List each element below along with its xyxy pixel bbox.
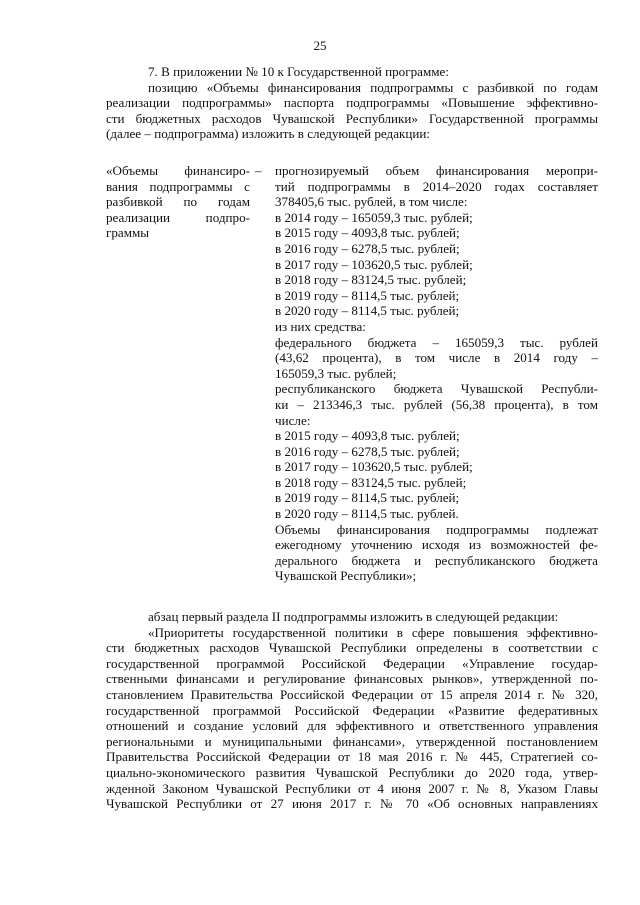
label-line: вания подпрограммы с — [106, 178, 250, 194]
intro-line: 7. В приложении № 10 к Государственной программе: — [148, 64, 449, 79]
body-line: циально-экономического развития Чувашской Республики до 2020 года, утвер- — [106, 764, 598, 780]
value-line: ки – 213346,3 тыс. рублей (56,38 процента), в том — [275, 396, 598, 412]
intro-line: (далее – подпрограмма) изложить в следующей редакции: — [106, 126, 431, 142]
value-line: 378405,6 тыс. рублей, в том числе: — [275, 194, 468, 210]
body-line: региональными и муниципальными финансами», утвержденной постановлением — [106, 733, 598, 749]
body-line: абзац первый раздела II подпрограммы изложить в следующей редакции: — [148, 609, 559, 624]
value-line: в 2017 году – 103620,5 тыс. рублей; — [275, 459, 473, 475]
value-line: в 2018 году – 83124,5 тыс. рублей; — [275, 272, 467, 288]
intro-paragraph — [106, 64, 598, 142]
body-line: становлением Правительства Российской Федерации от 15 апреля 2014 г. № 320, — [106, 686, 598, 702]
value-line: в 2016 году – 6278,5 тыс. рублей; — [275, 240, 460, 256]
value-line: в 2018 году – 83124,5 тыс. рублей; — [275, 474, 467, 490]
body-line: ственными финансами и регулирование финансовых рынков», утвержденной по- — [106, 671, 598, 687]
value-line: в 2016 году – 6278,5 тыс. рублей; — [275, 443, 460, 459]
label-line: «Объемы финансиро- — [106, 163, 250, 178]
passport-label-cell — [106, 163, 250, 241]
value-line: 165059,3 тыс. рублей; — [275, 365, 397, 381]
value-line: (43,62 процента), в том числе в 2014 году – — [275, 350, 598, 366]
body-line: Чувашской Республики от 27 июня 2017 г. № 70 «Об основных направлениях — [106, 796, 598, 812]
body-line: Правительства Российской Федерации от 18 мая 2016 г. № 445, Стратегией со- — [106, 749, 598, 765]
body-line: государственной программой Российской Федерации «Управление государ- — [106, 655, 598, 671]
passport-dash: – — [255, 163, 262, 178]
page-number: 25 — [313, 38, 327, 53]
value-line: в 2015 году – 4093,8 тыс. рублей; — [275, 225, 460, 241]
value-line: в 2019 году – 8114,5 тыс. рублей; — [275, 287, 460, 303]
value-line: прогнозируемый объем финансирования меропри- — [275, 163, 598, 178]
passport-value-cell — [275, 163, 598, 584]
intro-line: позицию «Объемы финансирования подпрограммы с разбивкой по годам — [148, 79, 598, 95]
label-line: граммы — [106, 225, 150, 241]
body-line: «Приоритеты государственной политики в сфере повышения эффективно- — [148, 624, 598, 640]
label-line: реализации подпро- — [106, 209, 250, 225]
body-line: государственной программой Российской Федерации «Развитие федеративных — [106, 702, 598, 718]
value-line: федерального бюджета – 165059,3 тыс. рублей — [275, 334, 598, 350]
section-two-paragraph — [106, 609, 598, 812]
body-line: сти бюджетных расходов Чувашской Республики определены в соответствии с — [106, 640, 598, 656]
value-line: тий подпрограммы в 2014–2020 годах составляет — [275, 178, 598, 194]
value-line: числе: — [275, 412, 311, 428]
value-line: Объемы финансирования подпрограммы подлежат — [275, 521, 598, 537]
value-line: в 2017 году – 103620,5 тыс. рублей; — [275, 256, 473, 272]
intro-line: сти бюджетных расходов Чувашской Республики» Государственной программы — [106, 110, 598, 126]
value-line: ежегодному уточнению исходя из возможностей фе- — [275, 537, 598, 553]
body-line: отношений и создание условий для эффективного и ответственного управления — [106, 718, 598, 734]
value-line: в 2020 году – 8114,5 тыс. рублей; — [275, 303, 460, 319]
value-line: дерального бюджета и республиканского бюджета — [275, 552, 598, 568]
value-line: из них средства: — [275, 318, 366, 334]
value-line: в 2020 году – 8114,5 тыс. рублей. — [275, 506, 459, 522]
intro-line: реализации подпрограммы» паспорта подпрограммы «Повышение эффективно- — [106, 95, 598, 111]
value-line: в 2019 году – 8114,5 тыс. рублей; — [275, 490, 460, 506]
label-line: разбивкой по годам — [106, 194, 250, 210]
value-line: Чувашской Республики»; — [275, 568, 417, 584]
value-line: в 2015 году – 4093,8 тыс. рублей; — [275, 428, 460, 444]
body-line: жденной Законом Чувашской Республики от 4 июня 2007 г. № 8, Указом Главы — [106, 780, 598, 796]
value-line: в 2014 году – 165059,3 тыс. рублей; — [275, 209, 473, 225]
value-line: республиканского бюджета Чувашской Республи- — [275, 381, 598, 397]
